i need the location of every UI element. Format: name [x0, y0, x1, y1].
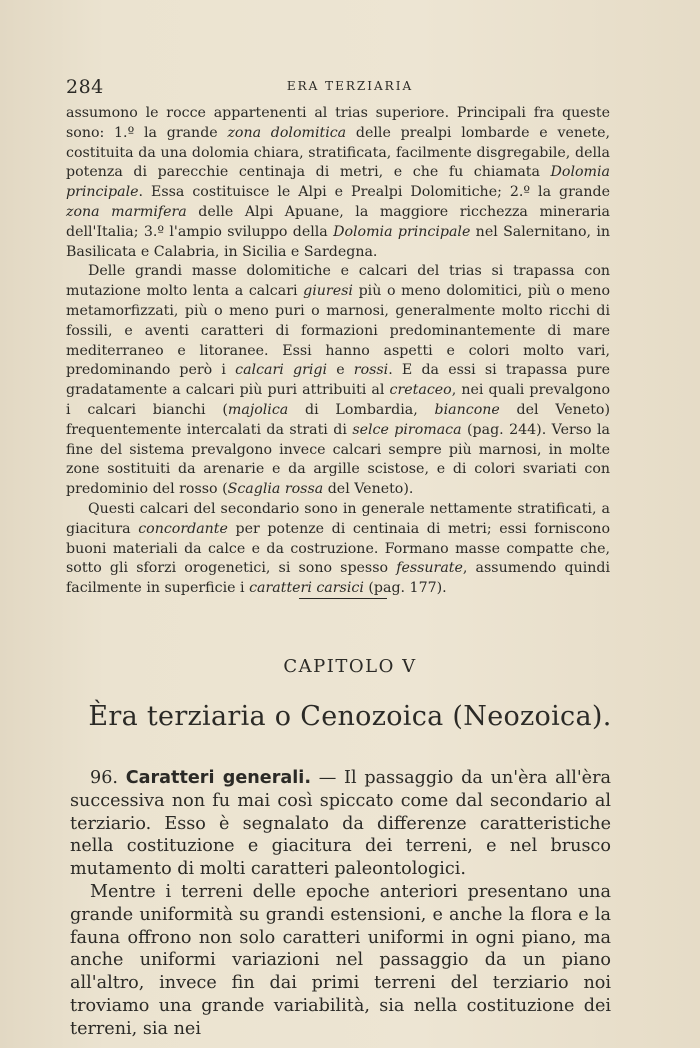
bottom-text-block — [70, 767, 611, 1041]
page-number: 284 — [66, 76, 104, 98]
paragraph-jurassic-cretaceous: Delle grandi masse dolomitiche e calcari del trias si trapassa con mutazione molto lenta a calcari giuresi più o meno dolomitici, più o meno metamorfizzati, più o meno puri o marnosi, generalmente molto ricchi di fossili, e aventi caratteri di formazioni predominantemente di mare mediterraneo e litoranee. Essi hanno aspetti e colori molto vari, predominando però i calcari grigi e rossi. E da essi si trapassa pure gradatamente a calcari più puri attribuiti al cretaceo, nei quali prevalgono i calcari bianchi (majolica di Lombardia, biancone del Veneto) frequentemente intercalati da strati di selce piromaca (pag. 244). Verso la fine del sistema prevalgono invece calcari sempre più marnosi, in molte zone sostituiti da arenarie e da argille scistose, e di colori svariati con predominio del rosso (Scaglia rossa del Veneto). — [66, 263, 610, 498]
paragraph-general-characters: 96. Caratteri generali. — Il passaggio da un'èra all'èra successiva non fu mai così spiccato come dal secondario al terziario. Esso è segnalato da differenze caratteristiche nella costituzione e giacitura dei terreni, e nel brusco mutamento di molti caratteri paleontologici. — [70, 768, 611, 880]
section-number: 96. — [90, 768, 118, 788]
paragraph-trias-dolomites: assumono le rocce appartenenti al trias superiore. Principali fra queste sono: 1.º la grande zona dolomitica delle prealpi lombarde e venete, costituita da una dolomia chiara, stratificata, facilmente disgregabile, della potenza di parecchie centinaja di metri, e che fu chiamata Dolomia principale. Essa costituisce le Alpi e Prealpi Dolomitiche; 2.º la grande zona marmifera delle Alpi Apuane, la maggiore ricchezza mineraria dell'Italia; 3.º l'ampio sviluppo della Dolomia principale nel Salernitano, in Basilicata e Calabria, in Sicilia e Sardegna. — [66, 105, 610, 260]
chapter-label: CAPITOLO V — [283, 656, 417, 677]
paragraph-uniformity: Mentre i terreni delle epoche anteriori presentano una grande uniformità su grandi estensioni, e anche la flora e la fauna offrono non solo caratteri uniformi in ogni piano, ma anche uniformi variazioni nel passaggio da un piano all'altro, invece fin dai primi terreni del terziario noi troviamo una grande variabilità, sia nella costituzione dei terreni, sia nei — [70, 881, 611, 1039]
section-heading: Caratteri generali. — [125, 768, 312, 788]
section-divider — [299, 598, 387, 599]
paragraph-secondary-limestones: Questi calcari del secondario sono in generale nettamente stratificati, a giacitura concordante per potenze di centinaia di metri; essi forniscono buoni materiali da calce e da costruzione. Formano masse compatte che, sotto gli sforzi orogenetici, si sono spesso fessurate, assumendo quindi facilmente in superficie i caratteri carsici (pag. 177). — [66, 500, 610, 597]
top-text-block — [66, 104, 610, 599]
chapter-title: Èra terziaria o Cenozoica (Neozoica). — [88, 701, 612, 732]
running-title: ERA TERZIARIA — [286, 79, 414, 93]
